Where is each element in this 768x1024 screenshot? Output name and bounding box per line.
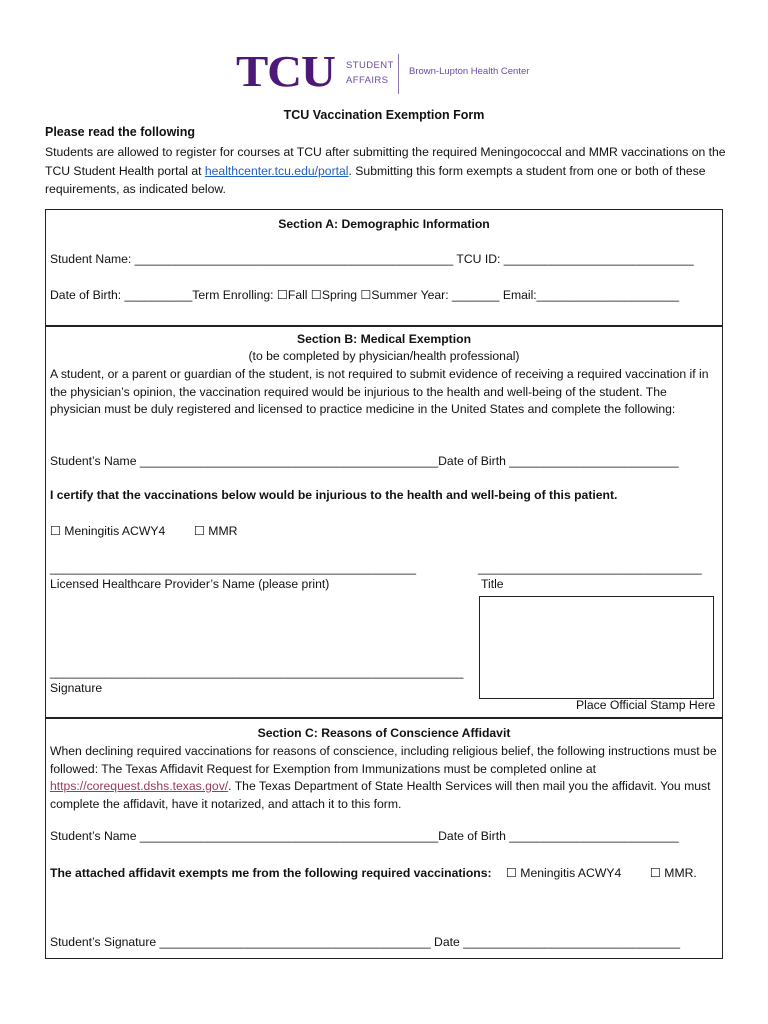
certify-statement: I certify that the vaccinations below would be injurious to the health and well-being of this patient. (50, 488, 618, 502)
section-a-title: Section A: Demographic Information (278, 217, 490, 231)
logo-student: STUDENT (346, 60, 394, 71)
mmr-checkbox[interactable]: ☐ MMR (194, 524, 238, 538)
form-title: TCU Vaccination Exemption Form (283, 108, 485, 122)
intro-text-before: Students are allowed to register for courses at TCU after submitting the required Meningococcal and MMR vaccinations on the TCU Student Health portal at (45, 145, 726, 178)
section-c-title: Section C: Reasons of Conscience Affidavit (257, 726, 511, 740)
section-c-box (45, 717, 723, 959)
official-stamp-box (479, 596, 714, 699)
corequest-link[interactable]: https://corequest.dshs.texas.gov/ (50, 779, 229, 793)
stamp-label: Place Official Stamp Here (576, 698, 716, 712)
title-line[interactable]: _________________________________ (478, 561, 702, 575)
intro-paragraph (45, 143, 735, 199)
provider-name-label: Licensed Healthcare Provider’s Name (please print) (50, 577, 330, 591)
section-a-box (45, 209, 723, 327)
section-c-body-before: When declining required vaccinations for reasons of conscience, including religious belief, the following instructions must be followed: The Texas Affidavit Request for Exemption from Immunizations must be completed online at (50, 744, 717, 776)
student-signature-date-line[interactable]: Student’s Signature ________________________________________ Date ________________________________ (50, 935, 681, 949)
title-label: Title (481, 577, 504, 591)
dob-term-email-line[interactable]: Date of Birth: __________Term Enrolling: ☐Fall ☐Spring ☐Summer Year: _______ Email:_____________________ (50, 288, 680, 302)
section-b-body: A student, or a parent or guardian of the student, is not required to submit evidence of receiving a required vaccination if in the physician’s opinion, the vaccination required would be injurious to the health and well-being of the student. The physician must be duly registered and licensed to practice medicine in the United States and complete the following: (50, 367, 709, 416)
logo-affairs: AFFAIRS (346, 75, 389, 86)
section-b-title: Section B: Medical Exemption (296, 332, 472, 346)
affidavit-statement: The attached affidavit exempts me from the following required vaccinations: (50, 866, 492, 880)
portal-link[interactable]: healthcenter.tcu.edu/portal (204, 163, 349, 178)
student-affairs-label (346, 58, 394, 88)
section-b-student-name-line[interactable]: Student’s Name ____________________________________________Date of Birth _________________________ (50, 454, 679, 468)
section-c-student-name-line[interactable]: Student’s Name ____________________________________________Date of Birth _________________________ (50, 829, 679, 843)
logo-divider (398, 54, 399, 94)
affidavit-meningitis-checkbox[interactable]: ☐ Meningitis ACWY4 (506, 866, 622, 880)
meningitis-checkbox[interactable]: ☐ Meningitis ACWY4 (50, 524, 166, 538)
intro-text-after: . Submitting this form exempts a student from one or both of these requirements, as indicated below. (45, 163, 706, 196)
signature-line[interactable]: _____________________________________________________________ (50, 665, 464, 679)
signature-label: Signature (50, 681, 103, 695)
affidavit-mmr-checkbox[interactable]: ☐ MMR. (650, 866, 697, 880)
section-b-box (45, 325, 723, 719)
section-b-subtitle: (to be completed by physician/health professional) (248, 349, 520, 363)
tcu-logo: TCU (236, 47, 335, 96)
health-center-label: Brown-Lupton Health Center (409, 66, 530, 77)
section-c-body-after: . The Texas Department of State Health Services will then mail you the affidavit. You must complete the affidavit, have it notarized, and attach it to this form. (50, 779, 711, 811)
intro-heading: Please read the following (45, 125, 196, 139)
provider-name-line[interactable]: ______________________________________________________ (50, 561, 417, 575)
student-name-id-line[interactable]: Student Name: _______________________________________________ TCU ID: ____________________________ (50, 252, 694, 266)
section-c-body (50, 743, 720, 813)
